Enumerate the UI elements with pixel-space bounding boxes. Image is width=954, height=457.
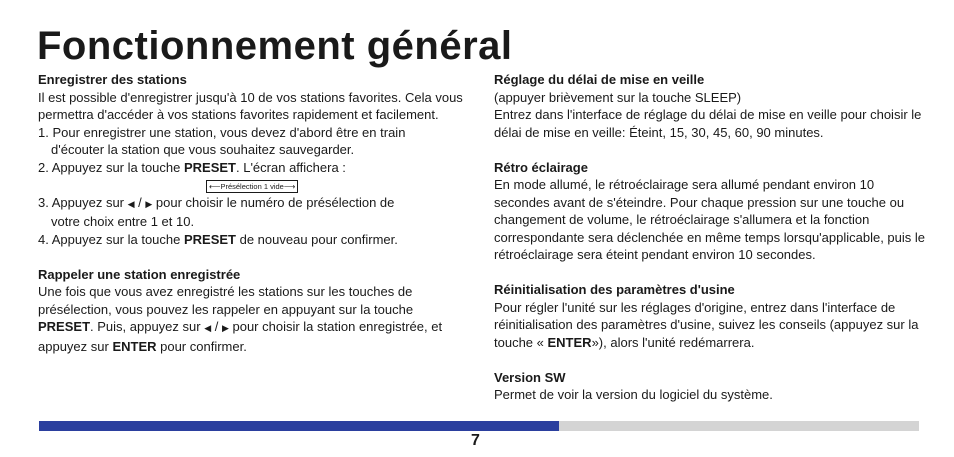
section-heading-sw-version: Version SW bbox=[494, 369, 566, 385]
triangle-left-icon: ◀ bbox=[204, 323, 212, 333]
paragraph-factory-reset bbox=[494, 299, 929, 352]
reset-text-end: »), alors l'unité redémarrera. bbox=[591, 334, 755, 350]
left-column bbox=[38, 71, 468, 355]
step-2-text: 2. Appuyez sur la touche bbox=[38, 159, 184, 175]
enter-key-label: ENTER bbox=[112, 338, 157, 354]
footer-bar-blue bbox=[39, 421, 559, 431]
step-1-line-a: 1. Pour enregistrer une station, vous devez d'abord être en train bbox=[38, 124, 406, 140]
page-number: 7 bbox=[471, 432, 480, 449]
preset-key-label: PRESET bbox=[183, 231, 236, 247]
footer-bar-slant bbox=[549, 421, 559, 431]
paragraph-backlight: En mode allumé, le rétroéclairage sera allumé pendant environ 10 secondes avant de s'éteindre. Pour chaque pression sur une touche ou changement de volume, le rétroéclairage s'allumera et la fonction correspondante sera déclenchée en même temps lorsqu'applicable, puis le rétroéclairage sera éteint pendant environ 10 secondes. bbox=[494, 177, 926, 262]
page-title: Fonctionnement général bbox=[37, 24, 513, 68]
display-preview-box bbox=[206, 180, 298, 193]
step-2-text-end: . L'écran affichera : bbox=[236, 159, 346, 175]
right-column bbox=[494, 71, 929, 404]
recall-line3-end: pour confirmer. bbox=[156, 338, 247, 354]
enter-key-label: ENTER bbox=[547, 334, 592, 350]
paragraph-sw-version: Permet de voir la version du logiciel du système. bbox=[494, 387, 773, 402]
triangle-right-icon: ▶ bbox=[145, 198, 153, 209]
recall-text: Une fois que vous avez enregistré les stations sur les touches de présélection, vous pouvez les rappeler en appuyant sur la touche bbox=[38, 284, 414, 317]
step-3-text-end: pour choisir le numéro de présélection de bbox=[152, 194, 395, 210]
preset-key-label: PRESET bbox=[183, 159, 236, 175]
step-3-separator: / bbox=[134, 194, 146, 210]
preset-key-label: PRESET bbox=[38, 319, 91, 334]
display-preview-text: Présélection 1 vide bbox=[220, 182, 284, 191]
recall-text-mid: . Puis, appuyez sur bbox=[90, 319, 205, 334]
step-4 bbox=[38, 231, 468, 249]
reset-text: Pour régler l'unité sur les réglages d'origine, entrez dans l'interface de réinitialisation des paramètres d'usine, suivez les conseils (appuyez sur la touche « bbox=[494, 299, 919, 350]
step-4-text-end: de nouveau pour confirmer. bbox=[236, 231, 398, 247]
arrow-right-icon: ⟶ bbox=[283, 182, 296, 191]
recall-separator: / bbox=[211, 319, 222, 334]
step-3-text: 3. Appuyez sur bbox=[38, 194, 128, 210]
recall-line3: et appuyez sur bbox=[38, 319, 443, 354]
arrow-left-icon: ⟵ bbox=[209, 182, 221, 191]
section-heading-recall-station: Rappeler une station enregistrée bbox=[38, 266, 241, 282]
triangle-left-icon: ◀ bbox=[127, 198, 135, 209]
section-heading-backlight: Rétro éclairage bbox=[494, 159, 588, 175]
step-3 bbox=[38, 194, 468, 214]
paragraph-recall bbox=[38, 283, 468, 355]
section-heading-factory-reset: Réinitialisation des paramètres d'usine bbox=[494, 282, 735, 297]
recall-text-end: pour choisir la station enregistrée, bbox=[228, 319, 428, 334]
section-heading-sleep-timer: Réglage du délai de mise en veille bbox=[494, 72, 705, 87]
step-1-line-b: d'écouter la station que vous souhaitez sauvegarder. bbox=[51, 142, 355, 157]
section-heading-save-stations: Enregistrer des stations bbox=[38, 72, 187, 87]
step-3-line-b: votre choix entre 1 et 10. bbox=[51, 214, 195, 229]
sleep-line-2: Entrez dans l'interface de réglage du délai de mise en veille pour choisir le délai de mise en veille: Éteint, 15, 30, 45, 60, 90 minutes. bbox=[494, 107, 922, 140]
step-2 bbox=[38, 159, 468, 177]
triangle-right-icon: ▶ bbox=[221, 323, 229, 333]
sleep-line-1: (appuyer brièvement sur la touche SLEEP) bbox=[494, 89, 742, 105]
step-4-text: 4. Appuyez sur la touche bbox=[38, 231, 184, 247]
footer-bar bbox=[39, 421, 919, 431]
paragraph-save-intro: Il est possible d'enregistrer jusqu'à 10 de vos stations favorites. Cela vous permettra d'accéder à vos stations favorites rapidement et facilement. bbox=[38, 89, 463, 122]
